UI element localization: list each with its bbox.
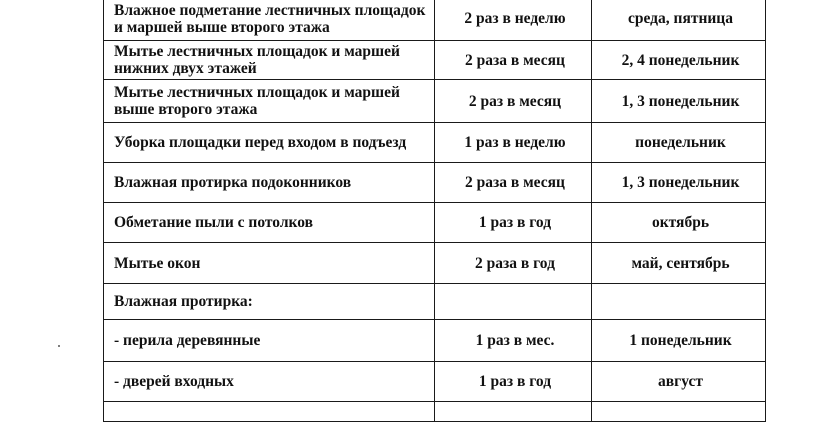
task-cell: Мытье лестничных площадок и маршей нижних двух этажей: [104, 41, 435, 80]
table-row: [104, 362, 766, 402]
frequency-cell: [435, 284, 592, 320]
frequency-cell: [435, 402, 592, 422]
task-cell: [104, 402, 435, 422]
frequency-cell: 1 раз в мес.: [435, 320, 592, 362]
table-row: [104, 0, 766, 41]
table-row: [104, 80, 766, 123]
day-cell: октябрь: [592, 203, 766, 243]
task-cell: Влажное подметание лестничных площадок и маршей выше второго этажа: [104, 0, 435, 41]
frequency-cell: 1 раз в неделю: [435, 123, 592, 163]
day-cell: май, сентябрь: [592, 243, 766, 284]
table-row: [104, 203, 766, 243]
task-cell: Мытье окон: [104, 243, 435, 284]
day-cell: 1 понедельник: [592, 320, 766, 362]
frequency-cell: 2 раза в год: [435, 243, 592, 284]
day-cell: 1, 3 понедельник: [592, 163, 766, 203]
task-cell: Влажная протирка подоконников: [104, 163, 435, 203]
task-cell: Уборка площадки перед входом в подъезд: [104, 123, 435, 163]
table-row: [104, 163, 766, 203]
task-cell: Влажная протирка:: [104, 284, 435, 320]
cleaning-schedule-table: [103, 0, 766, 422]
day-cell: среда, пятница: [592, 0, 766, 41]
day-cell: понедельник: [592, 123, 766, 163]
table-row: [104, 284, 766, 320]
task-cell: Обметание пыли с потолков: [104, 203, 435, 243]
table-row: [104, 402, 766, 422]
day-cell: 1, 3 понедельник: [592, 80, 766, 123]
table-row: [104, 320, 766, 362]
frequency-cell: 2 раз в неделю: [435, 0, 592, 41]
task-cell: - дверей входных: [104, 362, 435, 402]
frequency-cell: 2 раз в месяц: [435, 80, 592, 123]
task-cell: - перила деревянные: [104, 320, 435, 362]
day-cell: август: [592, 362, 766, 402]
frequency-cell: 1 раз в год: [435, 203, 592, 243]
table-row: [104, 123, 766, 163]
table-row: [104, 243, 766, 284]
day-cell: [592, 284, 766, 320]
day-cell: 2, 4 понедельник: [592, 41, 766, 80]
frequency-cell: 2 раза в месяц: [435, 163, 592, 203]
task-cell: Мытье лестничных площадок и маршей выше второго этажа: [104, 80, 435, 123]
table-row: [104, 41, 766, 80]
scan-speck: [58, 345, 60, 347]
day-cell: [592, 402, 766, 422]
frequency-cell: 1 раз в год: [435, 362, 592, 402]
frequency-cell: 2 раза в месяц: [435, 41, 592, 80]
